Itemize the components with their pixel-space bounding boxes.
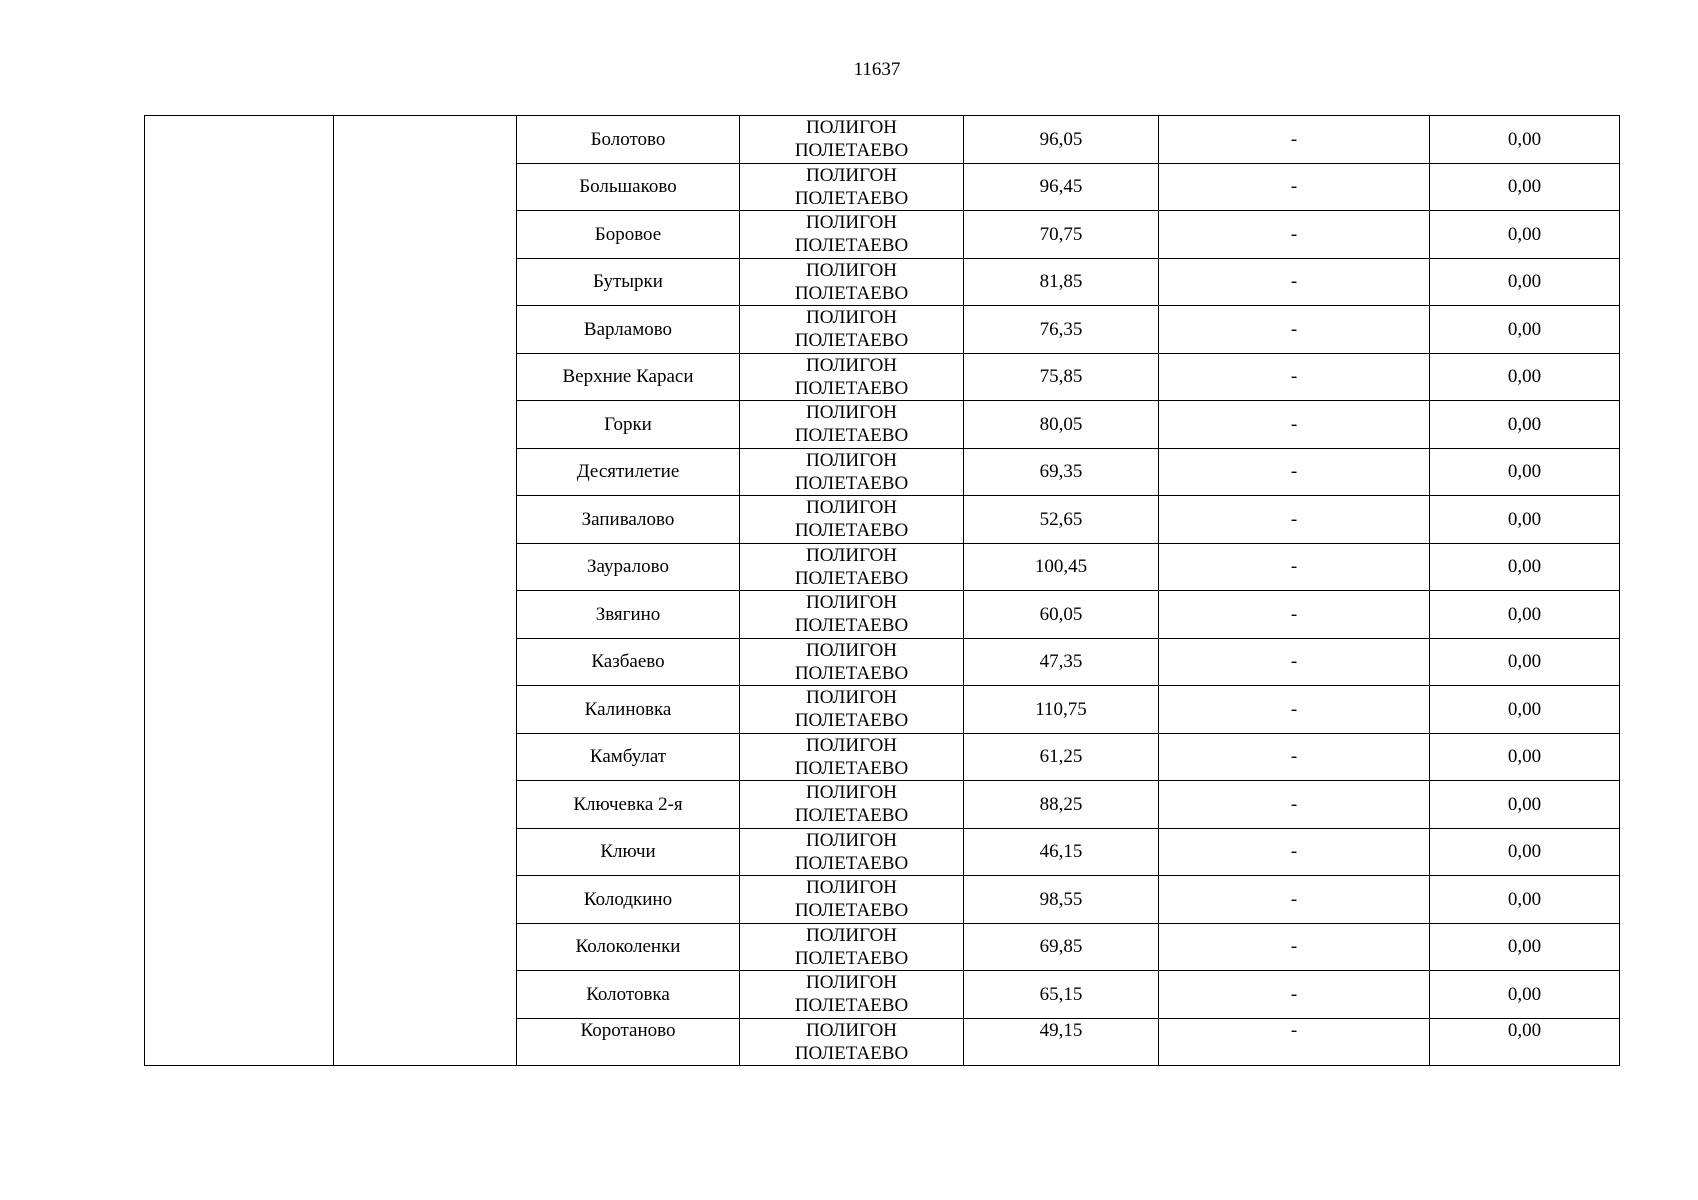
settlement-name-cell: Верхние Караси (517, 353, 740, 401)
destination-line-2: ПОЛЕТАЕВО (794, 235, 909, 257)
destination-line-2: ПОЛЕТАЕВО (794, 852, 909, 874)
settlement-name-cell: Ключи (517, 828, 740, 876)
settlement-name-cell: Зауралово (517, 543, 740, 591)
settlement-name-cell: Колодкино (517, 876, 740, 924)
distance-cell: 100,45 (964, 543, 1159, 591)
destination-line-2: ПОЛЕТАЕВО (794, 140, 909, 162)
settlement-name-cell: Колоколенки (517, 923, 740, 971)
destination-line-2: ПОЛЕТАЕВО (794, 187, 909, 209)
destination-line-2: ПОЛЕТАЕВО (794, 757, 909, 779)
destination-line-1: ПОЛИГОН (805, 877, 898, 899)
destination-line-2: ПОЛЕТАЕВО (794, 805, 909, 827)
distance-cell: 88,25 (964, 781, 1159, 829)
distance-cell: 110,75 (964, 686, 1159, 734)
destination-cell (740, 401, 964, 449)
settlement-name-cell: Камбулат (517, 733, 740, 781)
destination-cell (740, 971, 964, 1019)
destination-cell (740, 733, 964, 781)
dash-cell: - (1159, 116, 1430, 164)
settlement-name-cell: Звягино (517, 591, 740, 639)
destination-line-1: ПОЛИГОН (805, 972, 898, 994)
distance-cell: 76,35 (964, 306, 1159, 354)
destination-line-2: ПОЛЕТАЕВО (794, 567, 909, 589)
dash-cell: - (1159, 306, 1430, 354)
settlement-name-cell: Коротаново (517, 1018, 740, 1065)
dash-cell: - (1159, 163, 1430, 211)
settlement-name-cell: Колотовка (517, 971, 740, 1019)
destination-cell (740, 163, 964, 211)
merged-subregion-cell (334, 116, 517, 1066)
destination-line-1: ПОЛИГОН (805, 639, 898, 661)
dash-cell: - (1159, 211, 1430, 259)
distance-cell: 70,75 (964, 211, 1159, 259)
destination-line-1: ПОЛИГОН (805, 1019, 898, 1041)
routes-table (144, 115, 1620, 1066)
destination-line-2: ПОЛЕТАЕВО (794, 330, 909, 352)
page-number: 11637 (853, 59, 901, 80)
dash-cell: - (1159, 401, 1430, 449)
destination-line-1: ПОЛИГОН (805, 449, 898, 471)
destination-line-2: ПОЛЕТАЕВО (794, 520, 909, 542)
destination-cell (740, 496, 964, 544)
dash-cell: - (1159, 733, 1430, 781)
distance-cell: 47,35 (964, 638, 1159, 686)
destination-line-1: ПОЛИГОН (805, 259, 898, 281)
settlement-name-cell: Десятилетие (517, 448, 740, 496)
settlement-name-cell: Казбаево (517, 638, 740, 686)
value-cell: 0,00 (1430, 828, 1620, 876)
destination-line-1: ПОЛИГОН (805, 782, 898, 804)
distance-cell: 49,15 (964, 1018, 1159, 1065)
destination-line-1: ПОЛИГОН (805, 354, 898, 376)
value-cell: 0,00 (1430, 733, 1620, 781)
value-cell: 0,00 (1430, 211, 1620, 259)
destination-cell (740, 828, 964, 876)
destination-line-1: ПОЛИГОН (805, 307, 898, 329)
dash-cell: - (1159, 828, 1430, 876)
value-cell: 0,00 (1430, 401, 1620, 449)
value-cell: 0,00 (1430, 876, 1620, 924)
settlement-name-cell: Болотово (517, 116, 740, 164)
value-cell: 0,00 (1430, 591, 1620, 639)
value-cell: 0,00 (1430, 781, 1620, 829)
distance-cell: 60,05 (964, 591, 1159, 639)
settlement-name-cell: Ключевка 2-я (517, 781, 740, 829)
dash-cell: - (1159, 638, 1430, 686)
destination-line-1: ПОЛИГОН (805, 164, 898, 186)
value-cell: 0,00 (1430, 1018, 1620, 1065)
distance-cell: 65,15 (964, 971, 1159, 1019)
destination-cell (740, 306, 964, 354)
destination-line-1: ПОЛИГОН (805, 829, 898, 851)
dash-cell: - (1159, 543, 1430, 591)
destination-cell (740, 448, 964, 496)
distance-cell: 46,15 (964, 828, 1159, 876)
destination-cell (740, 1018, 964, 1065)
destination-line-2: ПОЛЕТАЕВО (794, 710, 909, 732)
value-cell: 0,00 (1430, 971, 1620, 1019)
destination-line-1: ПОЛИГОН (805, 592, 898, 614)
destination-line-1: ПОЛИГОН (805, 544, 898, 566)
destination-line-2: ПОЛЕТАЕВО (794, 615, 909, 637)
dash-cell: - (1159, 448, 1430, 496)
destination-line-2: ПОЛЕТАЕВО (794, 995, 909, 1017)
value-cell: 0,00 (1430, 258, 1620, 306)
value-cell: 0,00 (1430, 448, 1620, 496)
destination-cell (740, 258, 964, 306)
distance-cell: 75,85 (964, 353, 1159, 401)
value-cell: 0,00 (1430, 638, 1620, 686)
destination-line-1: ПОЛИГОН (805, 117, 898, 139)
distance-cell: 98,55 (964, 876, 1159, 924)
destination-cell (740, 116, 964, 164)
destination-line-2: ПОЛЕТАЕВО (794, 377, 909, 399)
value-cell: 0,00 (1430, 116, 1620, 164)
value-cell: 0,00 (1430, 163, 1620, 211)
destination-line-1: ПОЛИГОН (805, 734, 898, 756)
value-cell: 0,00 (1430, 353, 1620, 401)
destination-line-2: ПОЛЕТАЕВО (794, 425, 909, 447)
distance-cell: 69,85 (964, 923, 1159, 971)
value-cell: 0,00 (1430, 306, 1620, 354)
dash-cell: - (1159, 876, 1430, 924)
dash-cell: - (1159, 591, 1430, 639)
dash-cell: - (1159, 496, 1430, 544)
destination-cell (740, 591, 964, 639)
destination-line-1: ПОЛИГОН (805, 924, 898, 946)
settlement-name-cell: Калиновка (517, 686, 740, 734)
destination-cell (740, 923, 964, 971)
distance-cell: 69,35 (964, 448, 1159, 496)
destination-cell (740, 211, 964, 259)
destination-line-2: ПОЛЕТАЕВО (794, 282, 909, 304)
destination-cell (740, 638, 964, 686)
distance-cell: 80,05 (964, 401, 1159, 449)
dash-cell: - (1159, 971, 1430, 1019)
destination-cell (740, 686, 964, 734)
destination-line-2: ПОЛЕТАЕВО (794, 662, 909, 684)
destination-cell (740, 781, 964, 829)
table-row (145, 116, 1620, 164)
destination-line-2: ПОЛЕТАЕВО (794, 900, 909, 922)
value-cell: 0,00 (1430, 686, 1620, 734)
dash-cell: - (1159, 781, 1430, 829)
destination-line-2: ПОЛЕТАЕВО (794, 947, 909, 969)
distance-cell: 96,45 (964, 163, 1159, 211)
dash-cell: - (1159, 353, 1430, 401)
destination-cell (740, 543, 964, 591)
value-cell: 0,00 (1430, 496, 1620, 544)
destination-cell (740, 876, 964, 924)
settlement-name-cell: Горки (517, 401, 740, 449)
destination-cell (740, 353, 964, 401)
dash-cell: - (1159, 1018, 1430, 1065)
settlement-name-cell: Варламово (517, 306, 740, 354)
destination-line-2: ПОЛЕТАЕВО (794, 1042, 909, 1064)
dash-cell: - (1159, 258, 1430, 306)
settlement-name-cell: Большаково (517, 163, 740, 211)
settlement-name-cell: Бутырки (517, 258, 740, 306)
destination-line-2: ПОЛЕТАЕВО (794, 472, 909, 494)
settlement-name-cell: Запивалово (517, 496, 740, 544)
value-cell: 0,00 (1430, 923, 1620, 971)
distance-cell: 61,25 (964, 733, 1159, 781)
merged-region-cell (145, 116, 334, 1066)
distance-cell: 52,65 (964, 496, 1159, 544)
destination-line-1: ПОЛИГОН (805, 212, 898, 234)
distance-cell: 96,05 (964, 116, 1159, 164)
value-cell: 0,00 (1430, 543, 1620, 591)
settlement-name-cell: Боровое (517, 211, 740, 259)
dash-cell: - (1159, 923, 1430, 971)
destination-line-1: ПОЛИГОН (805, 402, 898, 424)
distance-cell: 81,85 (964, 258, 1159, 306)
destination-line-1: ПОЛИГОН (805, 497, 898, 519)
destination-line-1: ПОЛИГОН (805, 687, 898, 709)
dash-cell: - (1159, 686, 1430, 734)
